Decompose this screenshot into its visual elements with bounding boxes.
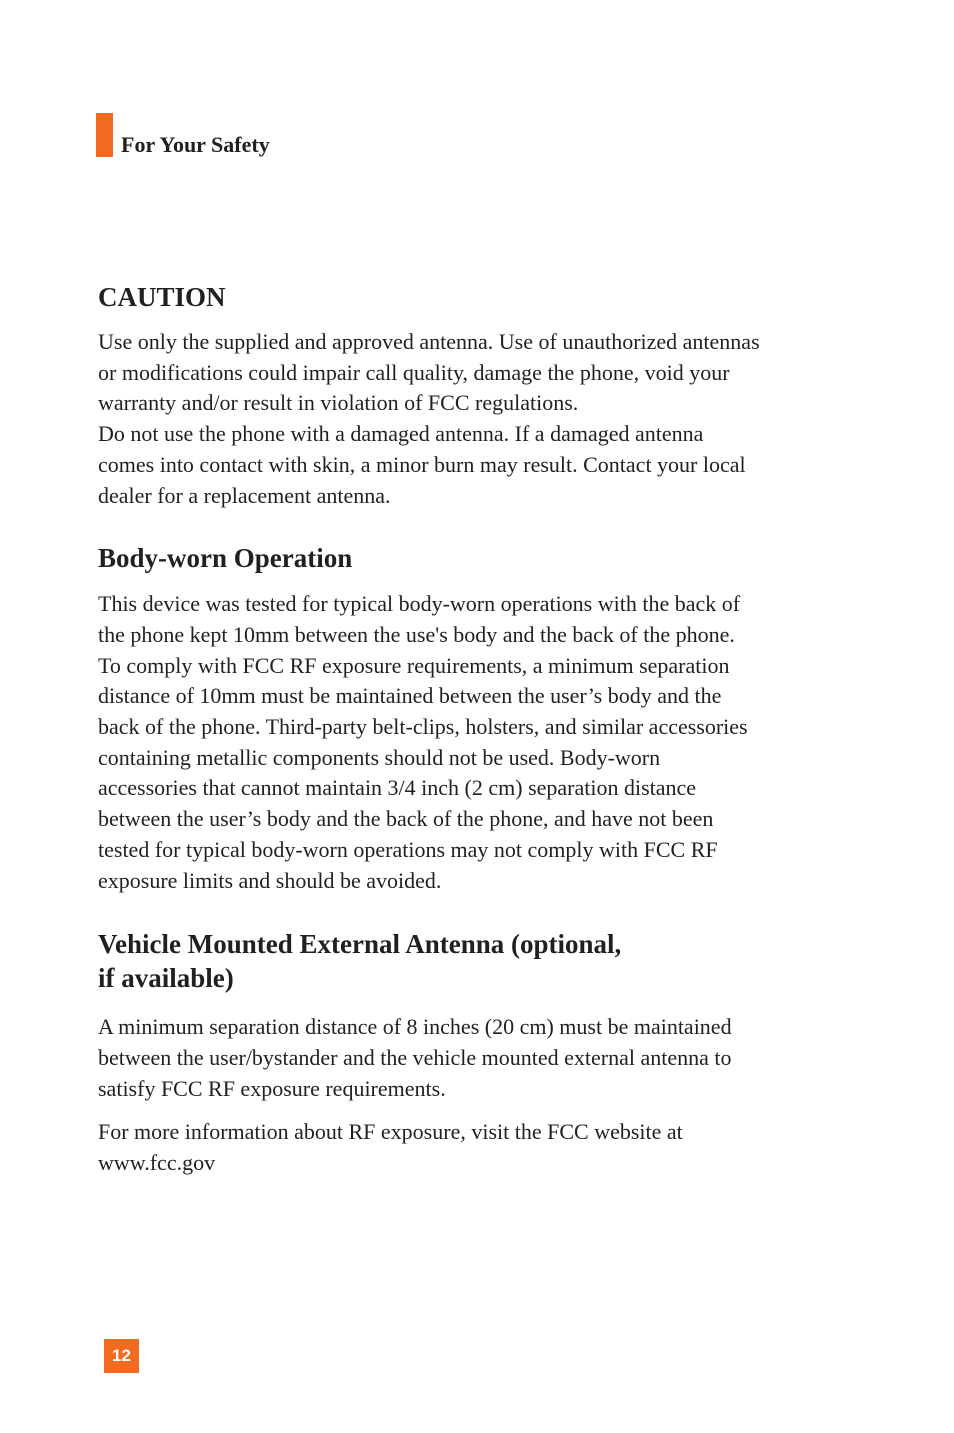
page-number-badge: 12	[104, 1339, 139, 1373]
vehicle-line: A minimum separation distance of 8 inches (20 cm) must be maintained	[98, 1014, 732, 1040]
header-accent-bar	[96, 113, 113, 157]
more-info-line: For more information about RF exposure, visit the FCC website at	[98, 1119, 683, 1145]
caution-line: Use only the supplied and approved antenna. Use of unauthorized antennas	[98, 329, 760, 354]
vehicle-antenna-section	[98, 927, 848, 1179]
fcc-website-link: www.fcc.gov	[98, 1150, 216, 1176]
vehicle-line: between the user/bystander and the vehicle mounted external antenna to	[98, 1044, 732, 1070]
body-worn-line: accessories that cannot maintain 3/4 inch (2 cm) separation distance	[98, 775, 697, 801]
caution-heading: CAUTION	[98, 282, 226, 312]
caution-line: comes into contact with skin, a minor burn may result. Contact your local	[98, 451, 746, 477]
vehicle-antenna-heading	[98, 927, 848, 995]
header-title: For Your Safety	[121, 132, 270, 157]
caution-line: warranty and/or result in violation of FCC regulations.	[98, 390, 579, 416]
body-worn-line: the phone kept 10mm between the use's body and the back of the phone.	[98, 621, 735, 647]
caution-text	[98, 327, 848, 511]
vehicle-heading-line: if available)	[98, 963, 234, 994]
body-worn-heading: Body-worn Operation	[98, 543, 353, 574]
caution-line: Do not use the phone with a damaged antenna. If a damaged antenna	[98, 421, 704, 447]
caution-section	[98, 280, 848, 511]
body-worn-line: This device was tested for typical body-worn operations with the back of	[98, 591, 741, 617]
body-worn-line: exposure limits and should be avoided.	[98, 867, 442, 893]
caution-line: dealer for a replacement antenna.	[98, 482, 391, 508]
body-worn-text	[98, 589, 848, 896]
vehicle-line: satisfy FCC RF exposure requirements.	[98, 1075, 446, 1101]
page-content	[98, 280, 848, 1179]
body-worn-line: To comply with FCC RF exposure requirements, a minimum separation	[98, 652, 730, 678]
body-worn-line: between the user’s body and the back of the phone, and have not been	[98, 806, 714, 832]
vehicle-antenna-text	[98, 1012, 848, 1104]
body-worn-line: back of the phone. Third-party belt-clips, holsters, and similar accessories	[98, 714, 748, 740]
body-worn-line: tested for typical body-worn operations may not comply with FCC RF	[98, 836, 718, 862]
body-worn-line: containing metallic components should not be used. Body-worn	[98, 744, 661, 770]
vehicle-heading-line: Vehicle Mounted External Antenna (optional,	[98, 929, 622, 960]
caution-line: or modifications could impair call quality, damage the phone, void your	[98, 359, 730, 385]
body-worn-section	[98, 541, 848, 896]
more-info-text	[98, 1117, 848, 1178]
body-worn-line: distance of 10mm must be maintained between the user’s body and the	[98, 683, 722, 709]
